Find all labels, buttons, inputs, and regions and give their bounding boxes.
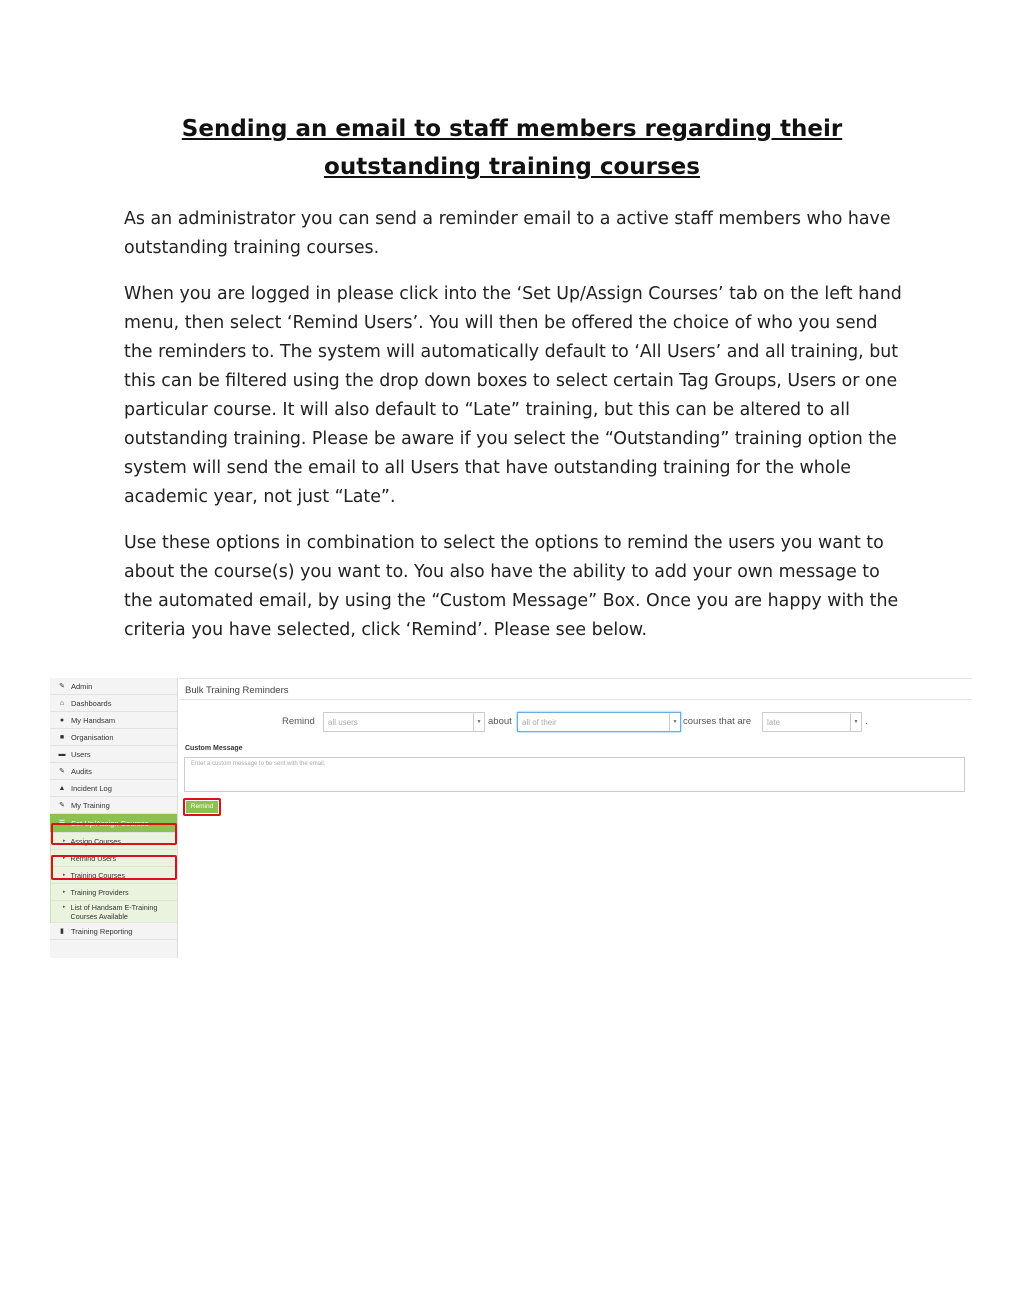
title-line-1: Sending an email to staff members regarding their [181,116,843,142]
custom-message-label: Custom Message [185,745,243,752]
document-body [124,205,904,662]
chevron-right-icon: ▸ [63,904,66,910]
submenu-item-label: Training Courses [70,871,125,880]
home-icon: ⌂ [59,699,65,707]
paragraph-options: Use these options in combination to select the options to remind the users you want to about the course(s) you want to. You also have the ability to add your own message to the automated email, by using the “Custom Message” Box. Once you are happy with the criteria you have selected, click ‘Remind’. Please see below. [124,533,899,640]
submenu-item-label: Assign Courses [70,837,121,846]
document-title [124,110,900,186]
sidebar-item-my-training[interactable] [50,797,177,814]
pencil-icon: ✎ [59,767,65,775]
chevron-down-icon: ▼ [850,713,861,731]
checklist-icon: ☰ [58,819,66,827]
chevron-right-icon: ▸ [63,838,66,844]
status-select-value: late [767,718,780,727]
wrench-icon: ✎ [59,682,65,690]
courses-select[interactable] [517,712,681,732]
submenu-item-label: Remind Users [70,854,117,863]
building-icon: ■ [59,733,65,741]
panel-title: Bulk Training Reminders [185,685,289,696]
paragraph-intro: As an administrator you can send a reminder email to a active staff members who have outstanding training courses. [124,209,891,258]
sidebar-item-incident-log[interactable] [50,780,177,797]
sidebar-item-label: My Training [71,800,110,810]
courses-select-value: all of their [522,718,557,727]
chevron-right-icon: ▸ [63,889,66,895]
submenu-item-handsam-courses[interactable] [51,901,177,923]
bulk-training-reminders-panel [179,678,972,961]
chevron-down-icon: ▼ [669,713,680,731]
about-label: about [488,716,512,727]
panel-divider [179,699,972,700]
users-select-value: all users [328,718,358,727]
custom-message-placeholder: Enter a custom message to be sent with the email. [191,761,326,767]
users-icon: ▬ [58,750,66,758]
users-select[interactable] [323,712,485,732]
submenu-item-training-providers[interactable] [51,884,177,901]
submenu-item-label: Training Providers [70,888,129,897]
title-line-2: outstanding training courses [324,154,700,180]
user-icon: ● [59,716,65,724]
sidebar-item-my-handsam[interactable] [50,712,177,729]
sidebar-item-label: Dashboards [71,698,112,708]
status-select[interactable] [762,712,862,732]
bar-chart-icon: ▮ [60,927,64,935]
sidebar-item-label: Admin [71,681,93,691]
remind-button[interactable]: Remind [186,801,218,813]
warning-icon: ▲ [58,784,66,792]
sidebar-item-label: Incident Log [71,783,112,793]
paragraph-instructions: When you are logged in please click into the ‘Set Up/Assign Courses’ tab on the left hand menu, then select ‘Remind Users’. You will then be offered the choice of who you send the reminders to. The system will automatically default to ‘All Users’ and all training, but this can be filtered using the drop down boxes to select certain Tag Groups, Users or one particular course. It will also default to “Late” training, but this can be altered to all outstanding training. Please be aware if you select the “Outstanding” training option the system will send the email to all Users that have outstanding training for the whole academic year, not just “Late”. [124,284,902,507]
sidebar-item-label: Set Up/Assign Courses [71,818,149,828]
custom-message-textarea[interactable] [184,757,965,792]
highlight-remind-button [183,798,221,816]
sidebar-item-dashboards[interactable] [50,695,177,712]
sidebar-item-admin[interactable] [50,678,177,695]
sidebar-item-label: Users [71,749,91,759]
submenu-item-label: List of Handsam E-Training Courses Available [70,903,158,921]
embedded-screenshot [50,678,972,960]
remind-label: Remind [282,716,315,727]
sidebar [50,678,178,958]
pencil-icon: ✎ [59,801,65,809]
sidebar-item-label: My Handsam [71,715,116,725]
sidebar-item-organisation[interactable] [50,729,177,746]
sidebar-item-training-reporting[interactable] [50,923,177,940]
chevron-right-icon: ▸ [63,855,66,861]
sidebar-item-label: Training Reporting [71,926,133,936]
sidebar-item-label: Organisation [71,732,114,742]
sentence-period: . [865,716,868,727]
highlight-remind-users [51,855,177,880]
sidebar-item-label: Audits [71,766,92,776]
chevron-down-icon: ▼ [473,713,484,731]
sidebar-item-audits[interactable] [50,763,177,780]
courses-that-are-label: courses that are [683,716,752,727]
chevron-right-icon: ▸ [63,872,66,878]
highlight-set-up-assign-courses [51,823,177,845]
sidebar-item-users[interactable] [50,746,177,763]
